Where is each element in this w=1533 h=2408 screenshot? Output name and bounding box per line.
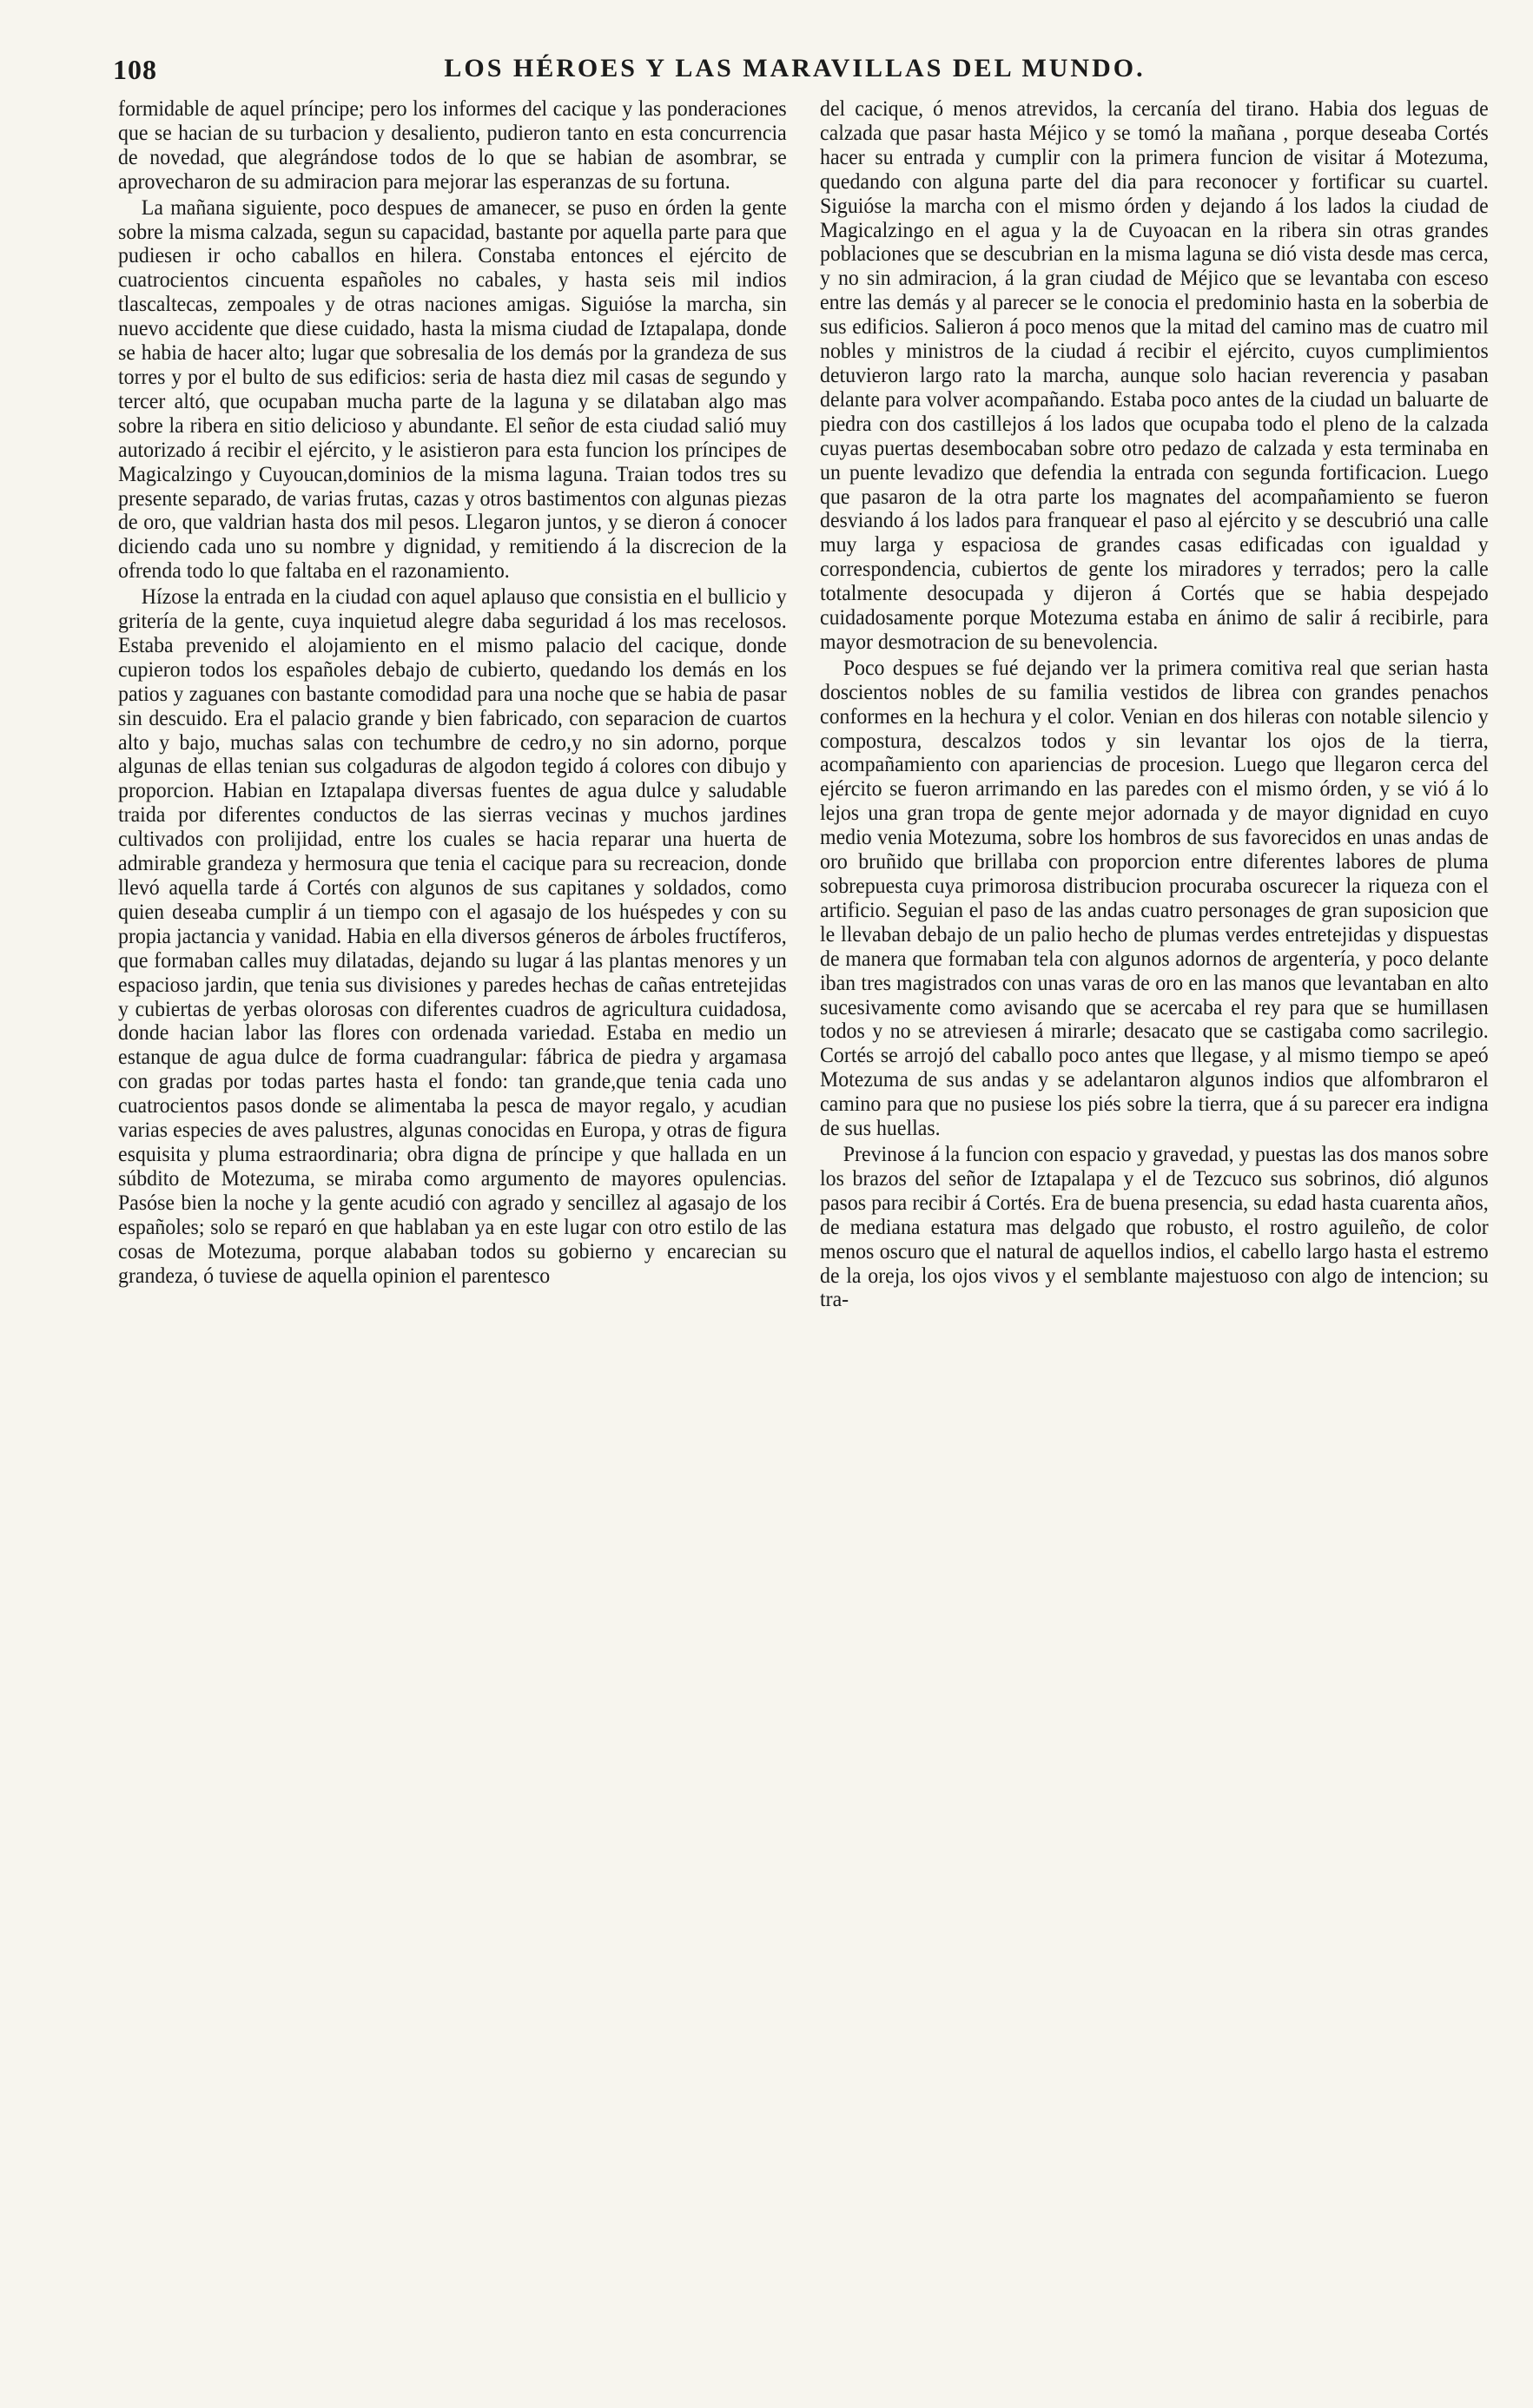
paragraph: La mañana siguiente, poco despues de amanecer, se puso en órden la gente sobre la misma calzada, segun su capacidad, bastante por aquella parte para que pudiesen ir ocho caballos en hilera. Constaba entonces el ejército de cuatrocientos cincuenta españoles no cabales, y hasta seis mil indios tlascaltecas, zempoales y de otras naciones amigas. Siguióse la marcha, sin nuevo accidente que diese cuidado, hasta la misma ciudad de Iztapalapa, donde se habia de hacer alto; lugar que sobresalia de los demás por la grandeza de sus torres y por el bulto de sus edificios: seria de hasta diez mil casas de segundo y tercer altó, que ocupaban mucha parte de la laguna y se dilataban algo mas sobre la ribera en sitio delicioso y abundante. El señor de esta ciudad salió muy autorizado á recibir el ejército, y le asistieron para esta funcion los príncipes de Magicalzingo y Cuyoucan,dominios de la misma laguna. Traian todos tres su presente separado, de varias frutas, cazas y otros bastimentos con algunas piezas de oro, que valdrian hasta dos mil pesos. Llegaron juntos, y se dieron á conocer diciendo cada uno su nombre y dignidad, y remitiendo á la discrecion de la ofrenda todo lo que faltaba en el razonamiento. (118, 195, 787, 584)
running-title: LOS HÉROES Y LAS MARAVILLAS DEL MUNDO. (444, 54, 1146, 82)
page-number: 108 (113, 54, 157, 85)
paragraph: Poco despues se fué dejando ver la primera comitiva real que serian hasta doscientos nobles de su familia vestidos de librea con grandes penachos conformes en la hechura y el color. Venian en dos hileras con notable silencio y compostura, descalzos todos y sin levantar los ojos de la tierra, acompañamiento con apariencias de procesion. Luego que llegaron cerca del ejército se fueron arrimando en las paredes con el mismo órden, y se vió á lo lejos una gran tropa de gente mejor adornada y de mayor dignidad en cuyo medio venia Motezuma, sobre los hombros de sus favorecidos en unas andas de oro bruñido que brillaba con proporcion entre diferentes labores de pluma sobrepuesta cuya primorosa distribucion procuraba oscurecer la riqueza con el artificio. Seguian el paso de las andas cuatro personages de gran suposicion que le llevaban debajo de un palio hecho de plumas verdes entretejidas y dispuestas de manera que formaban tela con algunos adornos de argentería, y poco delante iban tres magistrados con unas varas de oro en las manos que levantaban en alto sucesivamente como avisando que se acercaba el rey para que se humillasen todos y no se atreviesen á mirarle; desacato que se castigaba como sacrilegio. Cortés se arrojó del caballo poco antes que llegase, y al mismo tiempo se apeó Motezuma de sus andas y se adelantaron algunos indios que alfombraron el camino para que no pusiese los piés sobre la tierra, que á su parecer era indigna de sus huellas. (820, 656, 1489, 1141)
right-column (820, 97, 1489, 2372)
paragraph: Hízose la entrada en la ciudad con aquel aplauso que consistia en el bullicio y gritería de la gente, cuya inquietud alegre daba seguridad á los mas recelosos. Estaba prevenido el alojamiento en el mismo palacio del cacique, donde cupieron todos los españoles debajo de cubierto, quedando los demás en los patios y zaguanes con bastante comodidad para una noche que se habia de pasar sin descuido. Era el palacio grande y bien fabricado, con separacion de cuartos alto y bajo, muchas salas con techumbre de cedro,y no sin adorno, porque algunas de ellas tenian sus colgaduras de algodon tegido á colores con dibujo y proporcion. Habian en Iztapalapa diversas fuentes de agua dulce y saludable traida por diferentes conductos de las sierras vecinas y muchos jardines cultivados con prolijidad, entre los cuales se hacia reparar una huerta de admirable grandeza y hermosura que tenia el cacique para su recreacion, donde llevó aquella tarde á Cortés con algunos de sus capitanes y soldados, como quien deseaba cumplir á un tiempo con el agasajo de los huéspedes y con su propia jactancia y vanidad. Habia en ella diversos géneros de árboles fructíferos, que formaban calles muy dilatadas, dejando su lugar á las plantas menores y un espacioso jardin, que tenia sus divisiones y paredes hechas de cañas entretejidas y cubiertas de yerbas olorosas con diferentes cuadros de agricultura cuidadosa, donde hacian labor las flores con ordenada variedad. Estaba en medio un estanque de agua dulce de forma cuadrangular: fábrica de piedra y argamasa con gradas por todas partes hasta el fondo: tan grande,que tenia cada uno cuatrocientos pasos donde se alimentaba la pesca de mayor regalo, y acudian varias especies de aves palustres, algunas conocidas en Europa, y otras de figura esquisita y pluma estraordinaria; obra digna de príncipe y que hallada en un súbdito de Motezuma, se miraba como argumento de mayores opulencias. Pasóse bien la noche y la gente acudió con agrado y sencillez al agasajo de los españoles; solo se reparó en que hablaban ya en este lugar con otro estilo de las cosas de Motezuma, porque alababan todos su gobierno y encarecian su grandeza, ó tuviese de aquella opinion el parentesco (118, 585, 787, 1288)
paragraph: formidable de aquel príncipe; pero los informes del cacique y las ponderaciones que se hacian de su turbacion y desaliento, pudieron tanto en esta concurrencia de novedad, que alegrándose todos de lo que se habian de asombrar, se aprovecharon de su admiracion para mejorar las esperanzas de su fortuna. (118, 97, 787, 194)
paragraph: del cacique, ó menos atrevidos, la cercanía del tirano. Habia dos leguas de calzada que pasar hasta Méjico y se tomó la mañana , porque deseaba Cortés hacer su entrada y cumplir con la primera funcion de visitar á Motezuma, quedando con alguna parte del dia para reconocer y fortificar su cuartel. Siguióse la marcha con el mismo órden y dejando á los lados la ciudad de Magicalzingo en el agua y la de Cuyoacan en la ribera sin otras grandes poblaciones que se descubrian en la misma laguna se dió vista desde mas cerca, y no sin admiracion, á la gran ciudad de Méjico que se levantaba con esceso entre las demás y al parecer se le conocia el predominio hasta en la soberbia de sus edificios. Salieron á poco menos que la mitad del camino mas de cuatro mil nobles y ministros de la ciudad á recibir el ejército, cuyos cumplimientos detuvieron largo rato la marcha, aunque solo hacian reverencia y pasaban delante para volver acompañando. Estaba poco antes de la ciudad un baluarte de piedra con dos castillejos á los lados que ocupaba todo el pleno de la calzada cuyas puertas desembocaban sobre otro pedazo de calzada y esta terminaba en un puente levadizo que defendia la entrada con segunda fortificacion. Luego que pasaron de la otra parte los magnates del acompañamiento se fueron desviando á los lados para franquear el paso al ejército y se descubrió una calle muy larga y espaciosa de grandes casas edificadas con igualdad y correspondencia, cubiertos de gente los miradores y terrados; pero la calle totalmente desocupada y dijeron á Cortés que se habia despejado cuidadosamente porque Motezuma estaba en ánimo de salir á recibirle, para mayor desmotracion de su benevolencia. (820, 97, 1489, 654)
paragraph: Previnose á la funcion con espacio y gravedad, y puestas las dos manos sobre los brazos del señor de Iztapalapa y el de Tezcuco sus sobrinos, dió algunos pasos para recibir á Cortés. Era de buena presencia, su edad hasta cuarenta años, de mediana estatura mas delgado que robusto, el rostro aguileño, de color menos oscuro que el natural de aquellos indios, el cabello largo hasta el estremo de la oreja, los ojos vivos y el semblante majestuoso con algo de intencion; su tra- (820, 1142, 1489, 1312)
left-column (118, 97, 787, 2372)
page-header (113, 54, 1477, 92)
